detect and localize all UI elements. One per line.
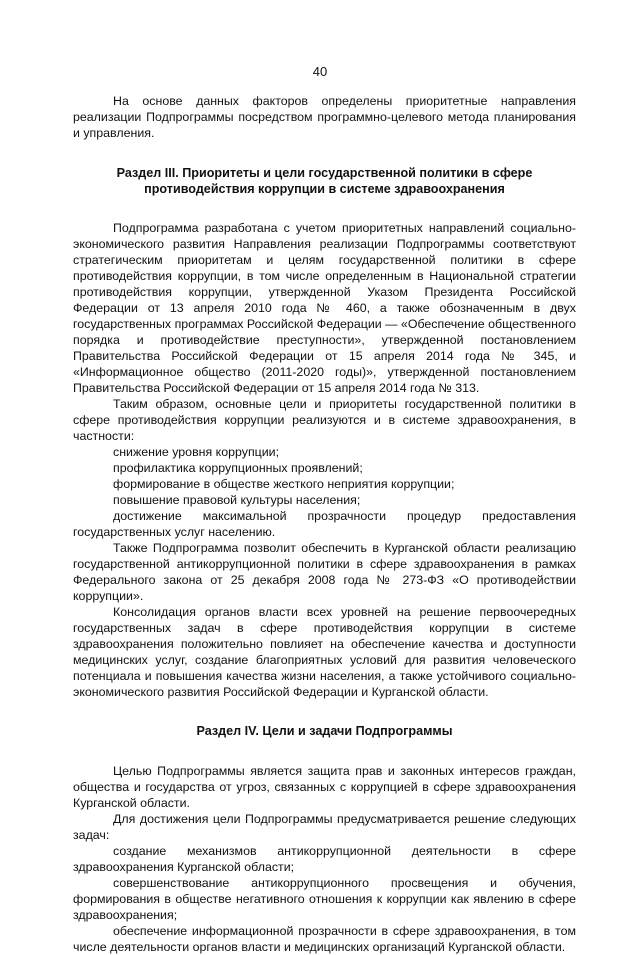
section-3-paragraph-1: Подпрограмма разработана с учетом приоритетных направлений социально-экономического развития Направления реализации Подпрограммы соответствуют стратегическим приоритетам и целям государственной политики в сфере противодействия коррупции, в том числе определенным в Национальной стратегии противодействия коррупции, утвержденной Указом Президента Российской Федерации от 13 апреля 2010 года № 460, а также обозначенным в двух государственных программах Российской Федерации — «Обеспечение общественного порядка и противодействие преступности», утвержденной постановлением Правительства Российской Федерации от 15 апреля 2014 года № 345, и «Информационное общество (2011-2020 годы)», утвержденной постановлением Правительства Российской Федерации от 15 апреля 2014 года № 313. <box>73 221 576 395</box>
section-4-heading: Раздел IV. Цели и задачи Подпрограммы <box>196 724 453 738</box>
page-number: 40 <box>312 64 328 79</box>
priority-item: повышение правовой культуры населения; <box>113 493 361 507</box>
priority-item: формирование в обществе жесткого неприятия коррупции; <box>113 477 455 491</box>
section-3-heading <box>73 165 576 197</box>
priority-item: профилактика коррупционных проявлений; <box>113 461 363 475</box>
section-3-paragraph-3: Также Подпрограмма позволит обеспечить в Курганской области реализацию государственной антикоррупционной политики в сфере здравоохранения в рамках Федерального закона от 25 декабря 2008 года № 273-ФЗ «О противодействии коррупции». <box>73 541 576 603</box>
page-content <box>73 93 576 955</box>
priority-item: снижение уровня коррупции; <box>113 445 280 459</box>
section-3-heading-line-1: Раздел III. Приоритеты и цели государственной политики в сфере <box>116 166 533 180</box>
section-3-paragraph-4: Консолидация органов власти всех уровней на решение первоочередных государственных задач в сфере противодействия коррупции в системе здравоохранения положительно повлияет на обеспечение качества и доступности медицинских услуг, создание благоприятных условий для развития человеческого потенциала и повышения качества жизни населения, а также устойчивого социально-экономического развития Российской Федерации и Курганской области. <box>73 605 576 699</box>
section-4-paragraph-1: Целью Подпрограммы является защита прав и законных интересов граждан, общества и государства от угроз, связанных с коррупцией в сфере здравоохранения Курганской области. <box>73 764 576 810</box>
task-item: создание механизмов антикоррупционной деятельности в сфере здравоохранения Курганской области; <box>73 844 576 874</box>
section-3-paragraph-2: Таким образом, основные цели и приоритеты государственной политики в сфере противодействия коррупции реализуются и в системе здравоохранения, в частности: <box>73 397 576 443</box>
section-3-heading-line-2: противодействия коррупции в системе здравоохранения <box>144 182 505 196</box>
intro-paragraph: На основе данных факторов определены приоритетные направления реализации Подпрограммы посредством программно-целевого метода планирования и управления. <box>73 94 576 140</box>
task-item: обеспечение информационной прозрачности в сфере здравоохранения, в том числе деятельности органов власти и медицинских организаций Курганской области. <box>73 924 576 954</box>
priority-item-last: достижение максимальной прозрачности процедур предоставления государственных услуг населению. <box>73 509 576 539</box>
task-item: совершенствование антикоррупционного просвещения и обучения, формирования в обществе негативного отношения к коррупции как явлению в сфере здравоохранения; <box>73 876 576 922</box>
section-4-paragraph-2: Для достижения цели Подпрограммы предусматривается решение следующих задач: <box>73 812 576 842</box>
